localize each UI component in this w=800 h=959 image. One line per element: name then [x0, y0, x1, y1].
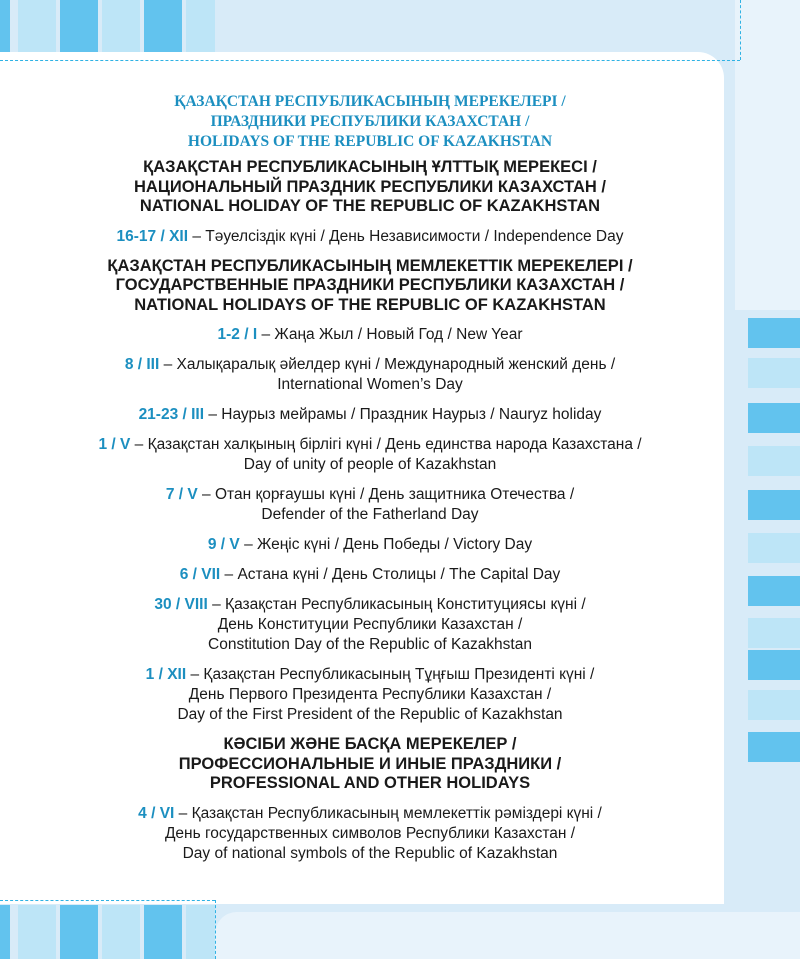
holiday-date: 6 / VII: [179, 566, 221, 583]
section-heading-line: ҚАЗАҚСТАН РЕСПУБЛИКАСЫНЫҢ ҰЛТТЫҚ МЕРЕКЕСІ /: [143, 158, 597, 176]
bar: [748, 650, 800, 680]
holiday-entry: [40, 405, 700, 425]
decorative-bars-top: [0, 0, 215, 52]
holiday-name: – Жеңіс күні / День Победы / Victory Day: [244, 536, 533, 553]
dashed-border-top: [0, 60, 740, 61]
dashed-border-bottom-edge: [215, 900, 216, 959]
decorative-bars-right: [748, 318, 800, 768]
bar: [748, 618, 800, 648]
holiday-name: – Жаңа Жыл / Новый Год / New Year: [261, 326, 523, 343]
holiday-list: [40, 92, 700, 874]
holiday-date: 1 / XII: [145, 666, 187, 683]
holiday-date: 21-23 / III: [138, 406, 205, 423]
holiday-name: – Наурыз мейрамы / Праздник Наурыз / Nauryz holiday: [208, 406, 602, 423]
bar: [60, 0, 98, 52]
holiday-date: 7 / V: [165, 486, 198, 503]
holiday-name-line: День Конституции Республики Казахстан /: [217, 616, 523, 633]
dashed-border-right: [740, 0, 741, 60]
bar: [18, 0, 56, 52]
holiday-name: – Қазақстан Республикасының Тұңғыш Президенті күні /: [190, 666, 595, 683]
section-heading-line: НАЦИОНАЛЬНЫЙ ПРАЗДНИК РЕСПУБЛИКИ КАЗАХСТАН /: [133, 177, 607, 196]
bar: [748, 533, 800, 563]
holiday-date: 1-2 / I: [217, 326, 258, 343]
holiday-name: – Астана күні / День Столицы / The Capital Day: [224, 566, 561, 583]
holiday-name-line: Defender of the Fatherland Day: [261, 506, 479, 523]
holiday-name: – Халықаралық әйелдер күні / Международный женский день /: [163, 356, 616, 373]
bar: [748, 690, 800, 720]
holiday-name-line: День государственных символов Республики Казахстан /: [164, 824, 576, 842]
bar: [144, 0, 182, 52]
bar: [186, 905, 215, 959]
holiday-entry: [40, 595, 700, 655]
holiday-date: 8 / III: [124, 356, 160, 373]
holiday-entry: [40, 485, 700, 525]
holiday-name-line: Day of national symbols of the Republic of Kazakhstan: [182, 844, 558, 862]
holiday-entry: [40, 804, 700, 864]
section-heading-line: NATIONAL HOLIDAYS OF THE REPUBLIC OF KAZAKHSTAN: [134, 295, 606, 314]
holiday-name-line: Day of the First President of the Republic of Kazakhstan: [177, 706, 563, 723]
section-heading: [40, 158, 700, 217]
section-heading: [40, 735, 700, 794]
holiday-date: 16-17 / XII: [116, 227, 189, 245]
bar: [748, 446, 800, 476]
bar: [748, 403, 800, 433]
section-heading-line: PROFESSIONAL AND OTHER HOLIDAYS: [209, 774, 531, 792]
corner-panel-bottom: [215, 912, 800, 959]
holiday-entry: [40, 535, 700, 555]
title-line: HOLIDAYS OF THE REPUBLIC OF KAZAKHSTAN: [187, 133, 553, 150]
section-heading: [40, 257, 700, 316]
holiday-entry: [40, 665, 700, 725]
holiday-date: 1 / V: [98, 436, 131, 453]
holiday-date: 9 / V: [207, 536, 240, 553]
bar: [60, 905, 98, 959]
section-heading-line: ПРОФЕССИОНАЛЬНЫЕ И ИНЫЕ ПРАЗДНИКИ /: [178, 754, 562, 773]
bar: [102, 905, 140, 959]
holiday-name-line: International Women’s Day: [277, 376, 463, 393]
title-line: ПРАЗДНИКИ РЕСПУБЛИКИ КАЗАХСТАН /: [210, 113, 530, 130]
holiday-entry: [40, 565, 700, 585]
dashed-border-bottom: [0, 900, 215, 901]
holiday-entry: [40, 355, 700, 395]
holiday-name: – Қазақстан Республикасының мемлекеттік рәміздері күні /: [178, 804, 602, 822]
holiday-name-line: Constitution Day of the Republic of Kazakhstan: [208, 636, 532, 653]
bar: [748, 576, 800, 606]
holiday-entry: [40, 435, 700, 475]
holiday-entry: [40, 325, 700, 345]
holiday-name-line: День Первого Президента Республики Казахстан /: [188, 686, 552, 703]
holiday-name: – Тәуелсіздік күні / День Независимости / Independence Day: [192, 227, 624, 245]
decorative-bars-bottom: [0, 905, 215, 959]
bar: [748, 358, 800, 388]
page-title: [40, 92, 700, 152]
holiday-name: – Қазақстан Республикасының Конституциясы күні /: [212, 596, 586, 613]
bar: [18, 905, 56, 959]
section-heading-line: КӘСІБИ ЖӘНЕ БАСҚА МЕРЕКЕЛЕР /: [223, 735, 517, 753]
bar: [186, 0, 215, 52]
bar: [0, 905, 10, 959]
holiday-name: – Қазақстан халқының бірлігі күні / День единства народа Казахстана /: [134, 436, 642, 453]
holiday-date: 30 / VIII: [154, 596, 208, 613]
bar: [748, 732, 800, 762]
holiday-name: – Отан қорғаушы күні / День защитника Отечества /: [202, 486, 575, 503]
section-heading-line: NATIONAL HOLIDAY OF THE REPUBLIC OF KAZAKHSTAN: [139, 197, 601, 215]
bar: [0, 0, 10, 52]
bar: [748, 318, 800, 348]
section-heading-line: ГОСУДАРСТВЕННЫЕ ПРАЗДНИКИ РЕСПУБЛИКИ КАЗАХСТАН /: [115, 276, 625, 294]
bar: [102, 0, 140, 52]
title-line: ҚАЗАҚСТАН РЕСПУБЛИКАСЫНЫҢ МЕРЕКЕЛЕРІ /: [174, 93, 566, 110]
section-heading-line: ҚАЗАҚСТАН РЕСПУБЛИКАСЫНЫҢ МЕМЛЕКЕТТІК МЕРЕКЕЛЕРІ /: [107, 256, 633, 275]
corner-panel-top-right: [735, 0, 800, 310]
holiday-entry: [40, 227, 700, 247]
bar: [748, 490, 800, 520]
bar: [144, 905, 182, 959]
holiday-name-line: Day of unity of people of Kazakhstan: [243, 456, 497, 473]
holiday-date: 4 / VI: [138, 804, 175, 822]
